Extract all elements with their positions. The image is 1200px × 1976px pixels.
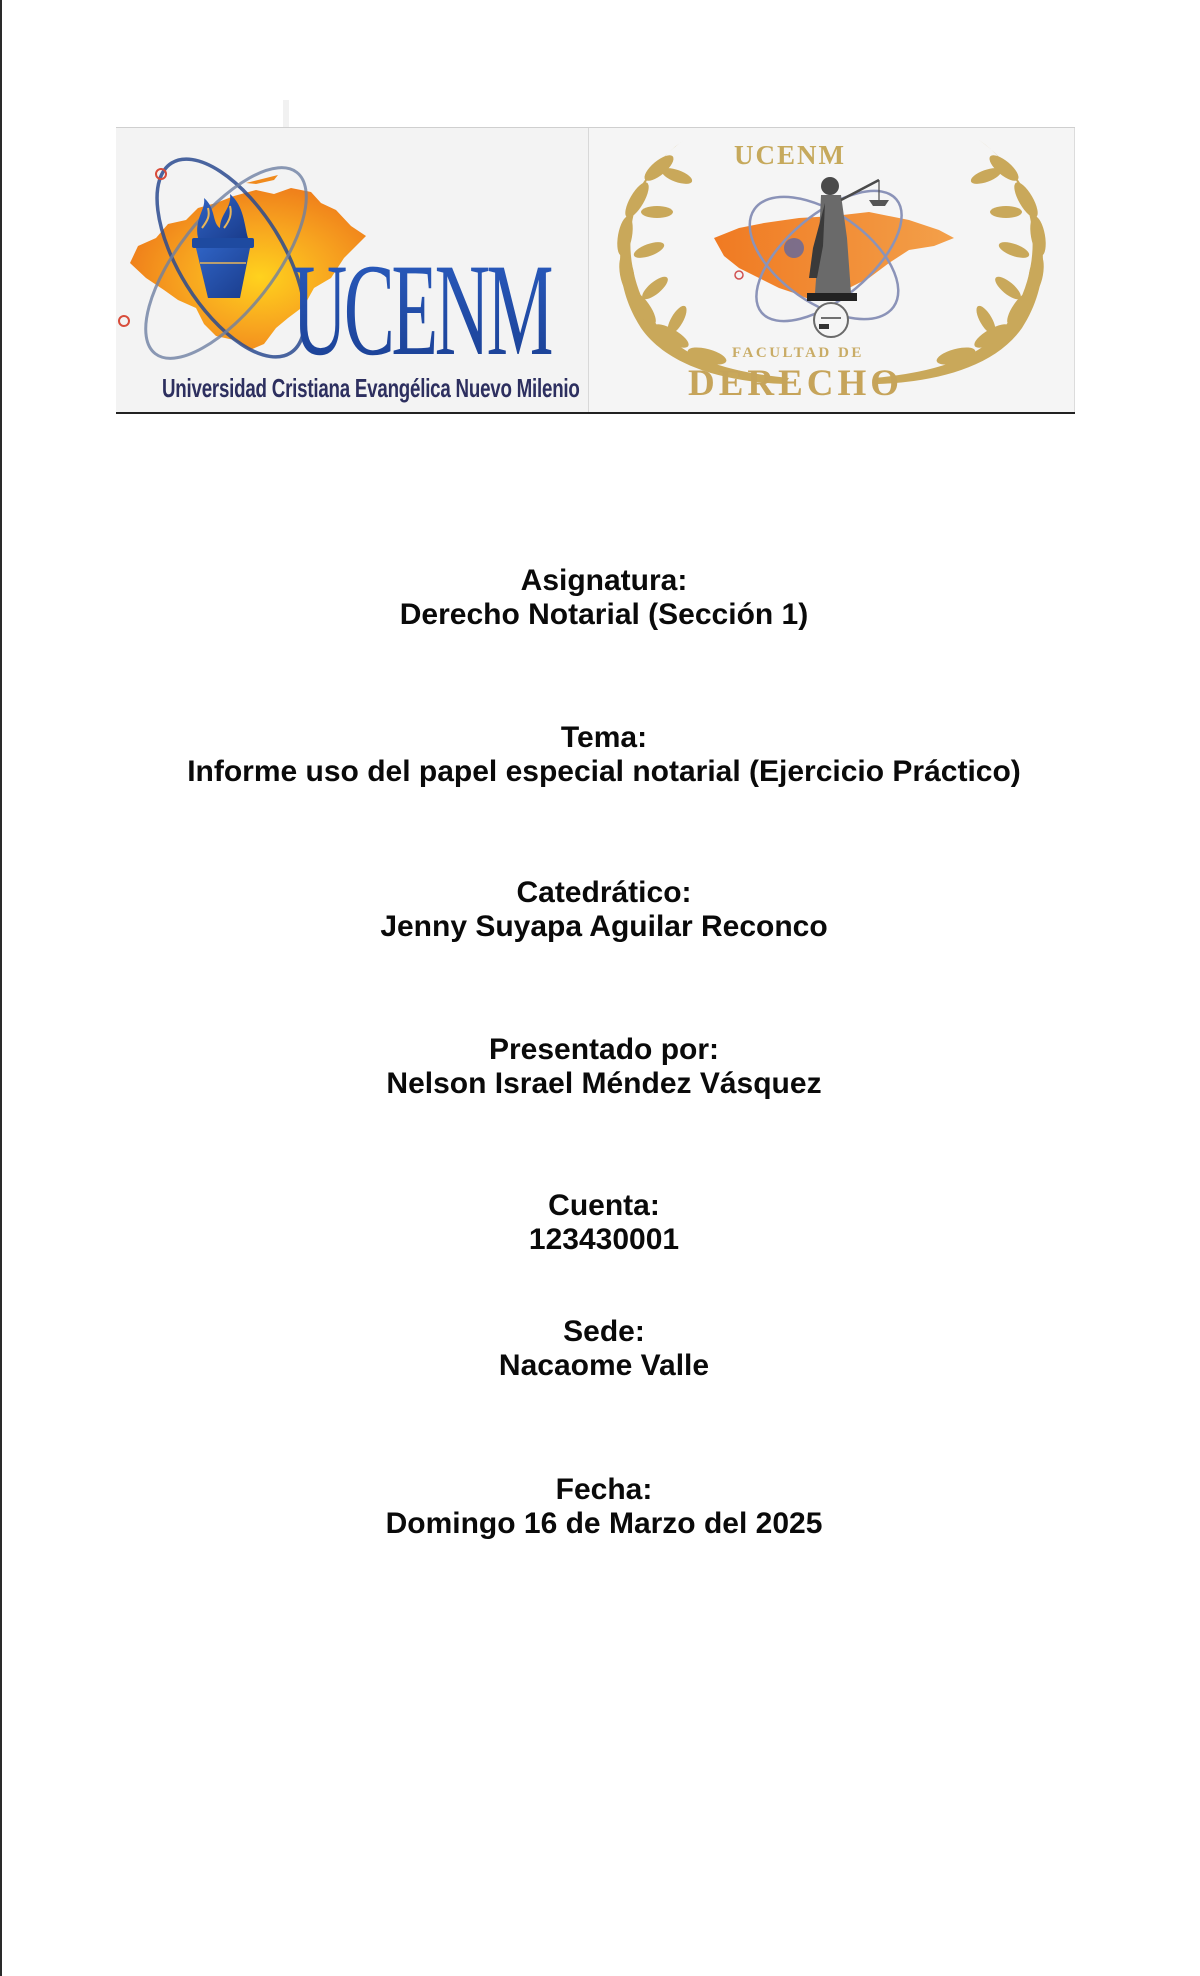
field-value: Nacaome Valle: [498, 1349, 710, 1382]
field-value: 123430001: [528, 1223, 680, 1256]
presentado-por-block: [0, 1033, 1200, 1101]
asignatura-block: [0, 564, 1200, 632]
catedratico-block: [0, 876, 1200, 944]
field-value: Domingo 16 de Marzo del 2025: [385, 1507, 823, 1540]
field-value: Nelson Israel Méndez Vásquez: [386, 1067, 822, 1100]
ucenm-wordmark: UCENM: [292, 236, 552, 383]
field-value: Informe uso del papel especial notarial (Ejercicio Práctico): [187, 755, 1021, 788]
field-label: Asignatura:: [520, 564, 688, 597]
university-full-name: Universidad Cristiana Evangélica Nuevo Milenio: [162, 373, 580, 403]
tema-block: [0, 721, 1200, 789]
cuenta-block: [0, 1189, 1200, 1257]
field-value: Jenny Suyapa Aguilar Reconco: [380, 910, 828, 943]
facultad-de-label: FACULTAD DE: [732, 345, 864, 361]
field-label: Cuenta:: [548, 1189, 660, 1222]
ucenm-gold-title: UCENM: [734, 140, 846, 170]
field-label: Tema:: [560, 721, 648, 754]
header-marker: [283, 100, 289, 127]
derecho-label: DERECHO: [688, 363, 904, 404]
facultad-derecho-logo: [589, 128, 1075, 412]
fecha-block: [0, 1473, 1200, 1541]
field-label: Catedrático:: [516, 876, 692, 909]
field-value: Derecho Notarial (Sección 1): [399, 598, 809, 631]
sede-block: [0, 1315, 1200, 1383]
field-label: Sede:: [563, 1315, 645, 1348]
page-left-edge: [0, 0, 2, 1976]
field-label: Presentado por:: [488, 1033, 720, 1066]
ucenm-university-logo: [116, 128, 589, 412]
field-label: Fecha:: [555, 1473, 653, 1506]
header-logo-banner: [116, 127, 1075, 414]
